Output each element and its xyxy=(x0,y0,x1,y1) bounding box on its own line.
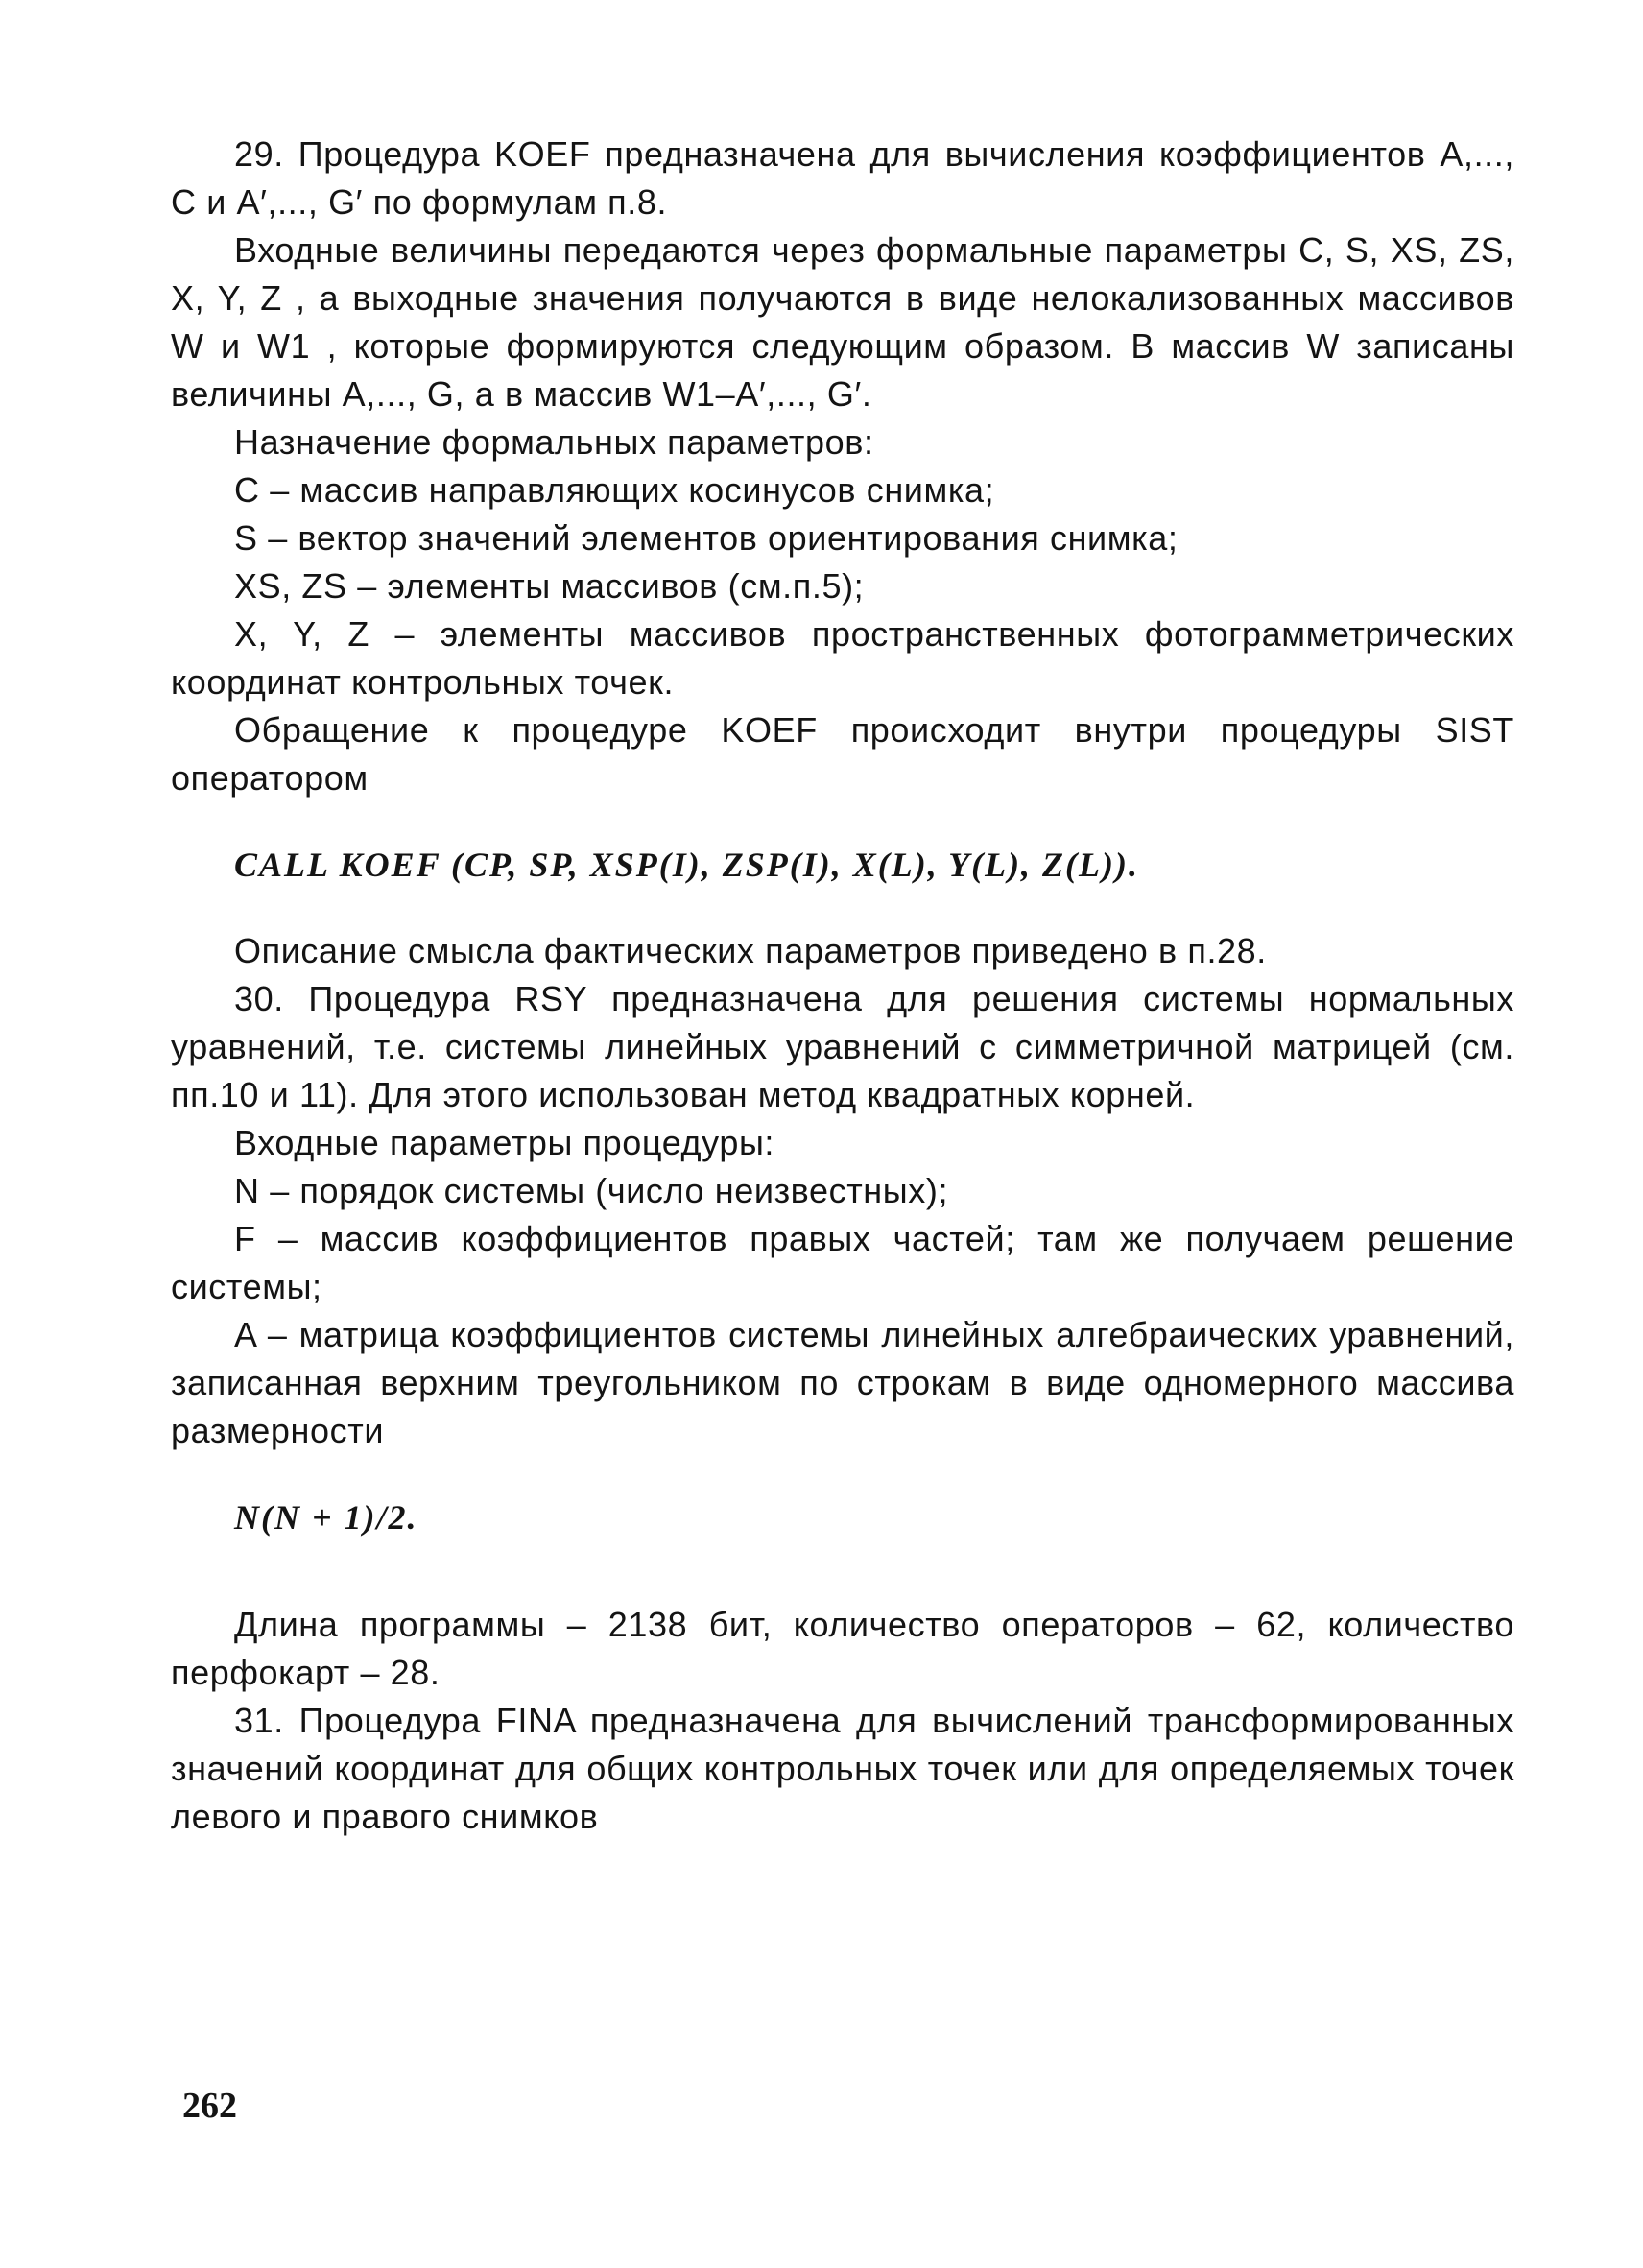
paragraph-29-inputs: Входные величины передаются через формальные параметры C, S, XS, ZS, X, Y, Z , а выходные значения получаются в виде нелокализованных массивов W и W1 , которые формируются следующим образом. В массив W записаны величины A,..., G, а в массив W1–A′,..., G′. xyxy=(171,230,1514,414)
param-a: A – матрица коэффициентов системы линейных алгебраических уравнений, записанная верхним треугольником по строкам в виде одномерного массива размерности xyxy=(171,1315,1514,1450)
param-c: C – массив направляющих косинусов снимка; xyxy=(234,470,995,510)
param-x-y-z: X, Y, Z – элементы массивов пространственных фотограмметрических координат контрольных точек. xyxy=(171,614,1514,702)
paragraph-31: 31. Процедура FINA предназначена для вычислений трансформированных значений координат для общих контрольных точек или для определяемых точек левого и правого снимков xyxy=(171,1701,1514,1836)
paragraph-29: 29. Процедура KOEF предназначена для вычисления коэффициентов A,..., C и A′,..., G′ по формулам п.8. xyxy=(171,134,1514,222)
param-xs-zs: XS, ZS – элементы массивов (см.п.5); xyxy=(234,566,865,606)
param-n: N – порядок системы (число неизвестных); xyxy=(234,1171,949,1210)
formula-dimension: N(N + 1)/2. xyxy=(234,1498,418,1537)
call-intro: Обращение к процедуре KOEF происходит внутри процедуры SIST оператором xyxy=(171,710,1514,798)
paragraph-30-inputs: Входные параметры процедуры: xyxy=(234,1123,775,1162)
param-f: F – массив коэффициентов правых частей; там же получаем решение системы; xyxy=(171,1219,1514,1306)
call-statement: CALL KOEF (CP, SP, XSP(I), ZSP(I), X(L), Y(L), Z(L)). xyxy=(234,846,1139,884)
text-column xyxy=(171,131,1514,1841)
page-number: 262 xyxy=(182,2086,237,2126)
params-heading: Назначение формальных параметров: xyxy=(234,422,874,462)
call-description: Описание смысла фактических параметров приведено в п.28. xyxy=(234,931,1267,970)
program-stats: Длина программы – 2138 бит, количество операторов – 62, количество перфокарт – 28. xyxy=(171,1605,1514,1692)
param-s: S – вектор значений элементов ориентирования снимка; xyxy=(234,518,1179,558)
paragraph-30: 30. Процедура RSY предназначена для решения системы нормальных уравнений, т.е. системы линейных уравнений с симметричной матрицей (см. пп.10 и 11). Для этого использован метод квадратных корней. xyxy=(171,979,1514,1114)
